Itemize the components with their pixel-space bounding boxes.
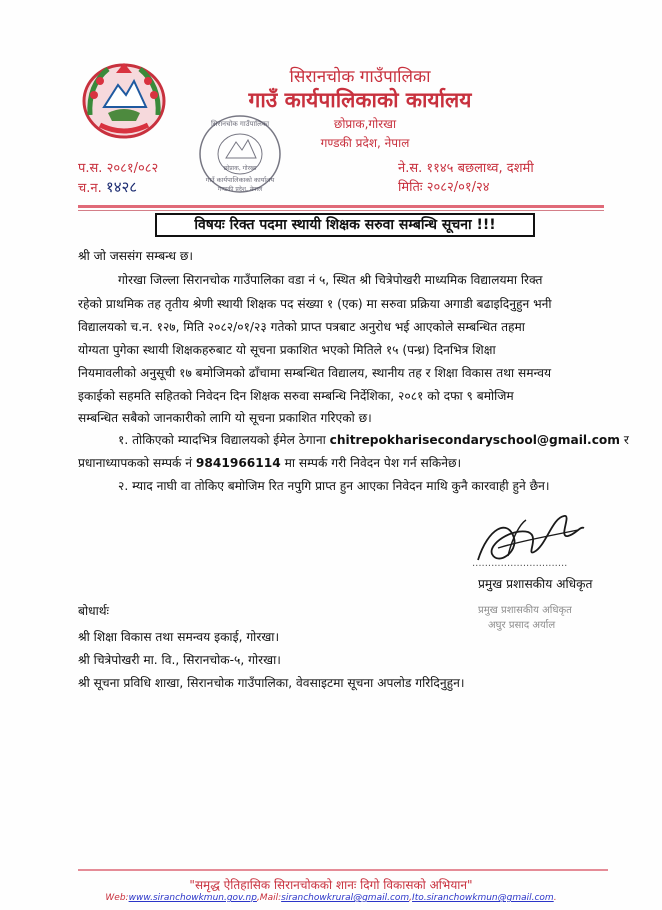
signatory-stamp-line2: अघुर प्रसाद अर्याल — [488, 620, 556, 631]
contact-sep: , — [409, 893, 413, 903]
item1-text-b: र — [623, 433, 629, 447]
footer-contact — [0, 893, 662, 903]
principal-phone: 9841966114 — [195, 456, 281, 470]
item1-text-a: १. तोकिएको म्यादभित्र विद्यालयको ईमेल ठेगाना — [118, 433, 326, 447]
list-item-2: २. म्याद नाघी वा तोकिए बमोजिम रित नपुगि प्राप्त हुन आएका निवेदन माथि कुनै कारवाही हुने छैन। — [118, 479, 550, 493]
contact-end: . — [553, 893, 557, 903]
stamp-text-line1: सिरानचोक गाउँपालिका — [210, 120, 270, 128]
list-item-1 — [118, 431, 629, 448]
mail-link[interactable]: siranchowkrural@gmail.com — [281, 893, 410, 903]
date-value: २०८२/०१/२४ — [426, 180, 490, 195]
paragraph-line: गोरखा जिल्ला सिरानचोक गाउँपालिका वडा नं ५, स्थित श्री चित्रेपोखरी माध्यमिक विद्यालयमा रिक्त — [118, 273, 543, 287]
cc-line: श्री शिक्षा विकास तथा समन्वय इकाई, गोरखा। — [78, 630, 280, 644]
stamp-text-line4: गण्डकी प्रदेश, नेपाल — [217, 186, 263, 193]
cn-number — [78, 177, 137, 197]
paragraph-line: रहेको प्राथमिक तह तृतीय श्रेणी स्थायी शिक्षक पद संख्या १ (एक) मा सरुवा प्रक्रिया अगाडी बढाइदिनुहुन भनी — [78, 297, 552, 311]
paragraph-line: सम्बन्धित सबैको जानकारीको लागि यो सूचना प्रकाशित गरिएको छ। — [78, 411, 372, 425]
office-address: छोप्राक,गोरखा — [333, 117, 397, 131]
ps-value: २०८१/०८२ — [106, 161, 159, 176]
mail-label: ,Mail: — [256, 893, 282, 903]
paragraph-line: इकाईको सहमति सहितको निवेदन दिन शिक्षक सरुवा सम्बन्धि निर्देशिका, २०८१ को दफा ९ बमोजिम — [78, 389, 514, 403]
header-divider — [78, 205, 604, 208]
paragraph-line: योग्यता पुगेका स्थायी शिक्षकहरुबाट यो सूचना प्रकाशित भएको मितिले १५ (पन्ध्र) दिनभित्र शिक्षा — [78, 343, 496, 357]
paragraph-line: नियमावलीको अनुसूची १७ बमोजिमको ढाँचामा सम्बन्धित विद्यालय, स्थानीय तह र शिक्षा विकास तथा समन्वय — [78, 366, 552, 380]
header-divider-thin — [78, 210, 604, 211]
ps-label: प.स. — [78, 161, 103, 176]
item1-text-c: प्रधानाध्यापकको सम्पर्क नं — [78, 456, 193, 470]
website-link[interactable]: www.siranchowkmun.gov.np — [128, 893, 257, 903]
footer-slogan: "समृद्ध ऐतिहासिक सिरानचोकको शानः दिगो विकासको अभियान" — [189, 878, 473, 892]
subject-box: विषयः रिक्त पदमा स्थायी शिक्षक सरुवा सम्बन्धि सूचना !!! — [155, 213, 535, 237]
cc-line: श्री सूचना प्रविधि शाखा, सिरानचोक गाउँपालिका, वेवसाइटमा सूचना अपलोड गरिदिनुहुन। — [78, 676, 465, 690]
signatory-title: प्रमुख प्रशासकीय अधिकृत — [478, 577, 593, 591]
paragraph-line: विद्यालयको च.न. १२७, मिति २०८२/०१/२३ गतेको प्राप्त पत्रबाट अनुरोध भई आएकोले सम्बन्धित तहमा — [78, 320, 525, 334]
signature-line: .............................. — [472, 558, 568, 569]
web-label: Web: — [105, 893, 129, 903]
municipality-name: सिरानचोक गाउँपालिका — [289, 67, 431, 87]
office-province: गण्डकी प्रदेश, नेपाल — [320, 136, 410, 150]
salutation: श्री जो जससंग सम्बन्ध छ। — [78, 249, 194, 263]
stamp-text-line2: गाउँ कार्यपालिकाको कार्यालय — [205, 176, 275, 184]
cc-heading: बोधार्थः — [78, 604, 110, 618]
stamp-text-line3: छोप्राक, गोरखा — [223, 165, 257, 172]
school-email: chitrepokharisecondaryschool@gmail.com — [329, 433, 620, 447]
letter-date — [398, 177, 490, 195]
ito-mail-link[interactable]: Ito.siranchowkmun@gmail.com — [412, 893, 554, 903]
cc-line: श्री चित्रेपोखरी मा. वि., सिरानचोक-५, गोरखा। — [78, 653, 281, 667]
office-name: गाउँ कार्यपालिकाको कार्यालय — [248, 88, 472, 112]
signatory-stamp-line1: प्रमुख प्रशासकीय अधिकृत — [478, 605, 572, 616]
footer-divider — [78, 869, 608, 871]
cn-value-handwritten: १४२८ — [105, 178, 138, 196]
cn-label: च.न. — [78, 181, 102, 196]
date-label: मितिः — [398, 180, 423, 195]
list-item-1-cont — [78, 454, 461, 471]
nepal-sambat-date: ने.स. ११४५ बछलाथ्व, दशमी — [398, 161, 534, 176]
ps-number — [78, 158, 158, 176]
item1-text-d: मा सम्पर्क गरी निवेदन पेश गर्न सकिनेछ। — [284, 456, 462, 470]
